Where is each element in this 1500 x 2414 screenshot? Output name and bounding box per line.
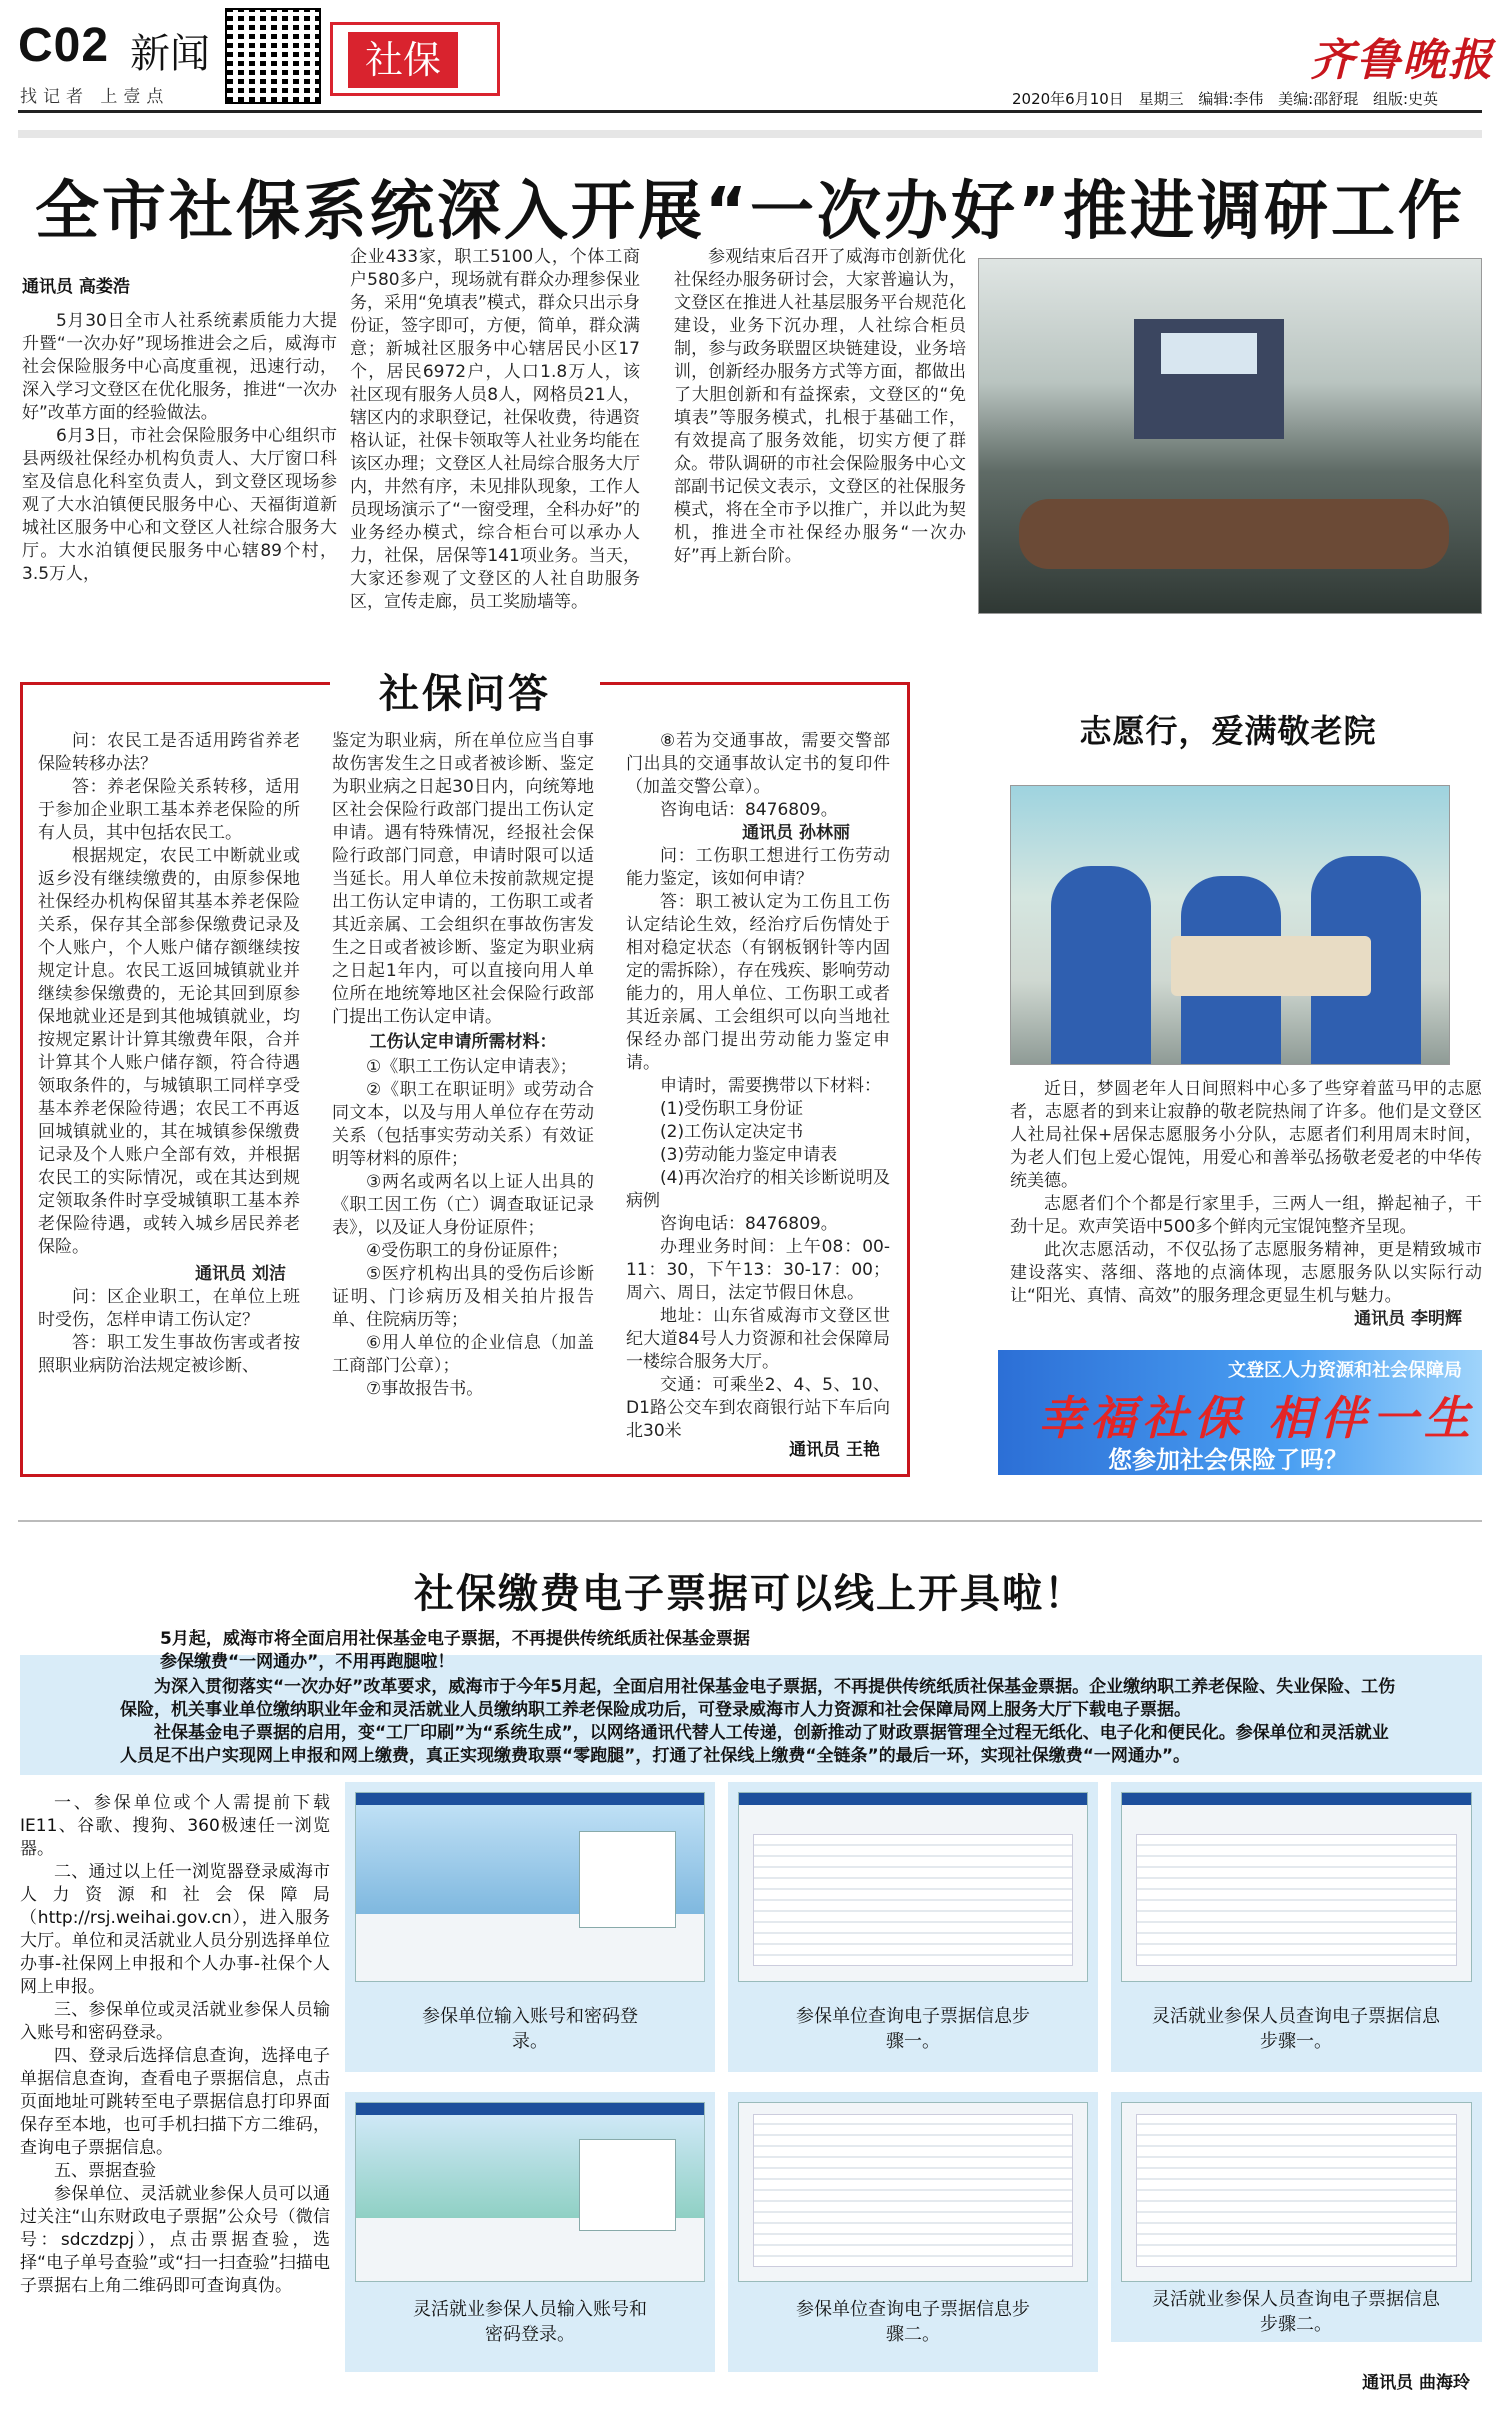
caption: 参保单位输入账号和密码登录。 bbox=[422, 2006, 638, 2052]
card bbox=[345, 2092, 715, 2372]
section-name: 新闻 bbox=[130, 31, 210, 77]
query-screenshot bbox=[1121, 1792, 1472, 1982]
qa-author-3: 通讯员 王艳 bbox=[789, 1440, 880, 1460]
header-band bbox=[18, 130, 1482, 138]
answer: 答：养老保险关系转移，适用于参加企业职工基本养老保险的所有人员，其中包括农民工。 bbox=[38, 777, 300, 843]
paragraph: 6月3日，市社会保险服务中心组织市县两级社保经办机构负责人、大厅窗口科室及信息化科室负责人，到文登区现场参观了大水泊镇便民服务中心、天福街道新城社区服务中心和文登区人社综合服务大厅。大水泊镇便民服务中心辖89个村，3.5万人， bbox=[22, 426, 337, 584]
qr-code-icon bbox=[225, 8, 321, 104]
query-screenshot bbox=[738, 1792, 1088, 1982]
step: 一、参保单位或个人需提前下载IE11、谷歌、搜狗、360极速任一浏览器。 bbox=[20, 1793, 330, 1859]
banner-question: 您参加社会保险了吗？ bbox=[1108, 1446, 1348, 1474]
paragraph: 根据规定，农民工中断就业或返乡没有继续缴费的，由原参保地社保经办机构保留其基本养老保险关系，保存其全部参保缴费记录及个人账户，个人账户储存额继续按规定计息。农民工返回城镇就业并继续参保缴费的，无论其回到原参保地就业还是到其他城镇就业，均按规定累计计算其缴费年限，合并计算其个人账户储存额，符合待遇领取条件的，与城镇职工同样享受基本养老保险待遇；农民工不再返回城镇就业的，其在城镇参保缴费记录及个人账户全部有效，并根据农民工的实际情况，或在其达到规定领取条件时享受城镇职工基本养老保险待遇，或转入城乡居民养老保险。 bbox=[38, 846, 300, 1257]
paragraph: 此次志愿活动，不仅弘扬了志愿服务精神，更是精致城市建设落实、落细、落地的点滴体现，志愿服务队以实际行动让“阳光、真情、高效”的服务理念更显生机与魅力。 bbox=[1010, 1240, 1482, 1306]
caption: 灵活就业参保人员输入账号和密码登录。 bbox=[413, 2299, 647, 2345]
step: 三、参保单位或灵活就业参保人员输入账号和密码登录。 bbox=[20, 2000, 330, 2043]
steps bbox=[20, 1792, 330, 2298]
projector-screen bbox=[1134, 319, 1284, 439]
caption: 灵活就业参保人员查询电子票据信息步骤二。 bbox=[1152, 2289, 1440, 2335]
answer: 答：职工发生事故伤害或者按照职业病防治法规定被诊断、 bbox=[38, 1333, 300, 1376]
paragraph: 申请时，需要携带以下材料： bbox=[660, 1076, 881, 1096]
paragraph: 鉴定为职业病，所在单位应当自事故伤害发生之日或者被诊断、鉴定为职业病之日起30日内，向统筹地区社会保险行政部门提出工伤认定申请。遇有特殊情况，经报社会保险行政部门同意，申请时限可以适当延长。用人单位未按前款规定提出工伤认定申请的，工伤职工或者其近亲属、工会组织在事故伤害发生之日或者被诊断、鉴定为职业病之日起1年内，可以直接向用人单位所在地统筹地区社会保险行政部门提出工伤认定申请。 bbox=[332, 731, 594, 1027]
card bbox=[728, 2092, 1098, 2372]
question: 问：农民工是否适用跨省养老保险转移办法？ bbox=[38, 731, 300, 774]
volunteer-title: 志愿行，爱满敬老院 bbox=[1079, 712, 1377, 750]
promo-banner bbox=[998, 1350, 1482, 1475]
article2-author: 通讯员 曲海玲 bbox=[1362, 2373, 1470, 2393]
paragraph: ⑧若为交通事故，需要交警部门出具的交通事故认定书的复印件（加盖交警公章）。 bbox=[626, 731, 890, 797]
step: 参保单位、灵活就业参保人员可以通过关注“山东财政电子票据”公众号（微信号：sdczdzpj），点击票据查验，选择“电子单号查验”或“扫一扫查验”扫描电子票据右上角二维码即可查询真伪。 bbox=[20, 2184, 330, 2296]
issue-meta: 2020年6月10日 星期三 编辑:李伟 美编:邵舒琨 组版:史英 bbox=[1012, 90, 1439, 108]
paragraph: 5月30日全市人社系统素质能力大提升暨“一次办好”现场推进会之后，威海市社会保险服务中心高度重视，迅速行动，深入学习文登区在优化服务，推进“一次办好”改革方面的经验做法。 bbox=[22, 311, 337, 423]
dumpling-tray bbox=[1171, 936, 1371, 996]
answer: 答：职工被认定为工伤且工伤认定结论生效，经治疗后伤情处于相对稳定状态（有钢板钢针等内固定的需拆除），存在残疾、影响劳动能力的，用人单位、工伤职工或者其近亲属、工会组织可以向当地社保经办部门提出劳动能力鉴定申请。 bbox=[626, 892, 890, 1073]
volunteer-figure bbox=[1051, 866, 1151, 1065]
article1-col2 bbox=[350, 246, 640, 614]
banner-org: 文登区人力资源和社会保障局 bbox=[1228, 1360, 1462, 1381]
materials-title: 工伤认定申请所需材料： bbox=[369, 1032, 557, 1052]
paragraph: 交通：可乘坐2、4、5、10、D1路公交车到农商银行站下车后向北30米 bbox=[626, 1375, 890, 1441]
list-item: ④受伤职工的身份证原件； bbox=[366, 1241, 569, 1261]
list-item: (2)工伤认定决定书 bbox=[660, 1122, 804, 1142]
caption: 参保单位查询电子票据信息步骤二。 bbox=[796, 2299, 1030, 2345]
section-divider bbox=[18, 1520, 1482, 1522]
meeting-photo bbox=[978, 258, 1482, 614]
qa-author-1: 通讯员 刘洁 bbox=[195, 1264, 286, 1284]
list-item: (1)受伤职工身份证 bbox=[660, 1099, 804, 1119]
conference-table bbox=[1019, 499, 1449, 569]
paragraph: 办理业务时间：上午08：00-11：30，下午13：30-17：00；周六、周日，法定节假日休息。 bbox=[626, 1237, 890, 1303]
step: 五、票据查验 bbox=[54, 2161, 156, 2181]
page-number: C02 bbox=[18, 19, 110, 72]
card bbox=[1111, 2092, 1482, 2342]
card bbox=[345, 1782, 715, 2072]
article1-col3 bbox=[674, 246, 966, 568]
list-item: ②《职工在职证明》或劳动合同文本，以及与用人单位存在劳动关系（包括事实劳动关系）有效证明等材料的原件； bbox=[332, 1080, 594, 1169]
question: 问：工伤职工想进行工伤劳动能力鉴定，该如何申请？ bbox=[626, 846, 890, 889]
volunteer-photo bbox=[1010, 785, 1450, 1065]
question: 问：区企业职工，在单位上班时受伤，怎样申请工伤认定？ bbox=[38, 1287, 300, 1330]
volunteer-text bbox=[1010, 1078, 1482, 1331]
qa-title: 社保问答 bbox=[379, 671, 551, 717]
paragraph: 咨询电话：8476809。 bbox=[660, 800, 838, 820]
qa-col3 bbox=[626, 730, 890, 1443]
list-item: (3)劳动能力鉴定申请表 bbox=[660, 1145, 838, 1165]
banner-slogan: 幸福社保 相伴一生 bbox=[1038, 1391, 1477, 1445]
login-screenshot bbox=[355, 2102, 705, 2282]
qa-author-2: 通讯员 孙林丽 bbox=[742, 823, 850, 843]
caption: 参保单位查询电子票据信息步骤一。 bbox=[796, 2006, 1030, 2052]
list-item: ⑦事故报告书。 bbox=[366, 1379, 484, 1399]
intro-body bbox=[120, 1676, 1400, 1768]
list-item: ③两名或两名以上证人出具的《职工因工伤（亡）调查取证记录表》，以及证人身份证原件； bbox=[332, 1172, 594, 1238]
byline-1: 通讯员 高娄浩 bbox=[22, 277, 130, 297]
paragraph: 近日，梦圆老年人日间照料中心多了些穿着蓝马甲的志愿者，志愿者的到来让寂静的敬老院热闹了许多。他们是文登区人社局社保+居保志愿服务小分队，志愿者们利用周末时间，为老人们包上爱心馄饨，用爱心和善举弘扬敬老爱老的中华传统美德。 bbox=[1010, 1079, 1482, 1191]
paragraph: 咨询电话：8476809。 bbox=[660, 1214, 838, 1234]
headline-1: 全市社保系统深入开展“一次办好”推进调研工作 bbox=[34, 175, 1466, 249]
login-screenshot bbox=[355, 1792, 705, 1982]
header-divider bbox=[18, 110, 1482, 113]
paragraph: 企业433家，职工5100人，个体工商户580多户，现场就有群众办理参保业务，采用“免填表”模式，群众只出示身份证，签字即可，方便，简单，群众满意；新城社区服务中心辖居民小区17个，居民6972户，人口1.8万人，该社区现有服务人员8人，网格员21人，辖区内的求职登记，社保收费，待遇资格认证，社保卡领取等人社业务均能在该区办理；文登区人社局综合服务大厅内，井然有序，未见排队现象，工作人员现场演示了“一窗受理，全科办好”的业务经办模式，综合柜台可以承办人力，社保，居保等141项业务。当天，大家还参观了文登区的人社自助服务区，宣传走廊，员工奖励墙等。 bbox=[350, 247, 640, 612]
qa-col2 bbox=[332, 730, 594, 1401]
lead-line: 5月起，威海市将全面启用社保基金电子票据，不再提供传统纸质社保基金票据 bbox=[160, 1629, 750, 1649]
list-item: ⑤医疗机构出具的受伤后诊断证明、门诊病历及相关拍片报告单、住院病历等； bbox=[332, 1264, 594, 1330]
headline-2: 社保缴费电子票据可以线上开具啦！ bbox=[414, 1571, 1086, 1617]
paragraph: 社保基金电子票据的启用，变“工厂印刷”为“系统生成”，以网络通讯代替人工传递，创新推动了财政票据管理全过程无纸化、电子化和便民化。参保单位和灵活就业人员足不出户实现网上申报和网上缴费，真正实现缴费取票“零跑腿”，打通了社保线上缴费“全链条”的最后一环，实现社保缴费“一网通办”。 bbox=[120, 1723, 1389, 1766]
intro-lead bbox=[160, 1628, 1410, 1674]
paragraph: 地址：山东省威海市文登区世纪大道84号人力资源和社会保障局一楼综合服务大厅。 bbox=[626, 1306, 890, 1372]
volunteer-author: 通讯员 李明辉 bbox=[1354, 1309, 1462, 1329]
step: 四、登录后选择信息查询，选择电子单据信息查询，查看电子票据信息，点击页面地址可跳转至电子票据信息打印界面保存至本地，也可手机扫描下方二维码，查询电子票据信息。 bbox=[20, 2046, 330, 2158]
qa-col1 bbox=[38, 730, 300, 1378]
card bbox=[1111, 1782, 1482, 2072]
caption: 灵活就业参保人员查询电子票据信息步骤一。 bbox=[1152, 2006, 1440, 2052]
newspaper-logo: 齐鲁晚报 bbox=[1310, 35, 1494, 86]
paragraph: 志愿者们个个都是行家里手，三两人一组，擀起袖子，干劲十足。欢声笑语中500多个鲜肉元宝馄饨整齐呈现。 bbox=[1010, 1194, 1482, 1237]
card bbox=[728, 1782, 1098, 2072]
step: 二、通过以上任一浏览器登录威海市人力资源和社会保障局（http://rsj.weihai.gov.cn），进入服务大厅。单位和灵活就业人员分别选择单位办事-社保网上申报和个人办事-社保个人网上申报。 bbox=[20, 1862, 330, 1997]
paragraph: 参观结束后召开了威海市创新优化社保经办服务研讨会，大家普遍认为，文登区在推进人社基层服务平台规范化建设，业务下沉办理，人社综合柜员制，参与政务联盟区块链建设，业务培训，创新经办服务方式等方面，都做出了大胆创新和有益探索，文登区的“免填表”等服务模式，扎根于基础工作，有效提高了服务效能，切实方便了群众。带队调研的市社会保险服务中心文部副书记侯文表示，文登区的社保服务模式，将在全市予以推广，并以此为契机，推进全市社保经办服务“一次办好”再上新台阶。 bbox=[674, 247, 966, 566]
list-item: ①《职工工伤认定申请表》； bbox=[366, 1057, 577, 1077]
lead-line: 参保缴费“一网通办”，不用再跑腿啦！ bbox=[160, 1652, 455, 1672]
receipt-screenshot bbox=[738, 2102, 1088, 2282]
article1-col1 bbox=[22, 310, 337, 586]
list-item: (4)再次治疗的相关诊断说明及病例 bbox=[626, 1168, 890, 1211]
slogan: 找记者 上壹点 bbox=[20, 87, 170, 107]
paragraph: 为深入贯彻落实“一次办好”改革要求，威海市于今年5月起，全面启用社保基金电子票据，不再提供传统纸质社保基金票据。企业缴纳职工养老保险、失业保险、工伤保险，机关事业单位缴纳职业年金和灵活就业人员缴纳职工养老保险成功后，可登录威海市人力资源和社会保障局网上服务大厅下载电子票据。 bbox=[120, 1677, 1396, 1720]
receipt-screenshot bbox=[1121, 2102, 1472, 2282]
list-item: ⑥用人单位的企业信息（加盖工商部门公章）； bbox=[332, 1333, 594, 1376]
section-tag: 社保 bbox=[348, 32, 458, 88]
